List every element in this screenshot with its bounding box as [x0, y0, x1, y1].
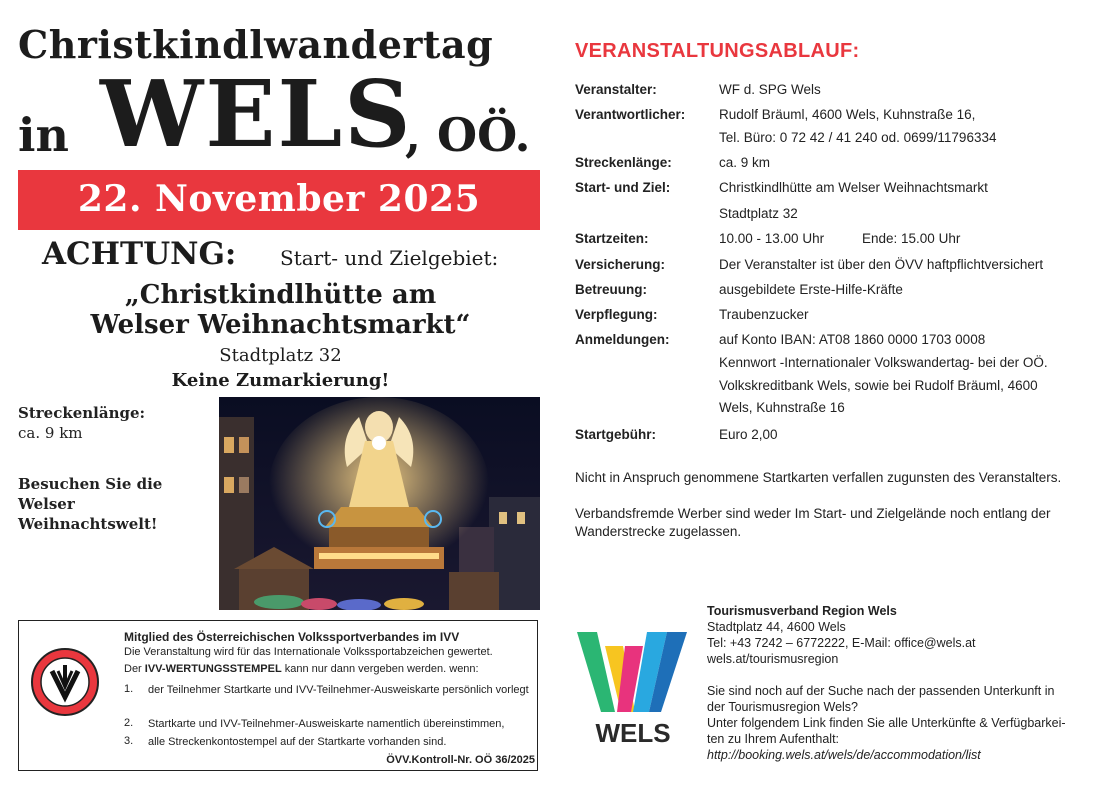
organizer-label: Veranstalter:	[575, 82, 657, 97]
ivv-item-number: 3.	[124, 735, 134, 747]
christmas-market-photo	[219, 397, 540, 610]
ivv-item-number: 2.	[124, 717, 134, 729]
ivv-control-number: ÖVV.Kontroll-Nr. OÖ 36/2025	[386, 754, 535, 766]
distance-label: Streckenlänge:	[18, 404, 146, 422]
catering-value: Traubenzucker	[719, 307, 809, 322]
ivv-logo-graphic	[30, 647, 100, 717]
insurance-value: Der Veranstalter ist über den ÖVV haftpflichtversichert	[719, 257, 1044, 272]
registration-bank: Volkskreditbank Wels, sowie bei Rudolf Bräuml, 4600	[719, 378, 1038, 393]
christmas-market-image	[219, 397, 540, 610]
registration-address: Wels, Kuhnstraße 16	[719, 400, 845, 415]
event-date: 22. November 2025	[77, 178, 481, 220]
start-finish-value: Christkindlhütte am Welser Weihnachtsmarkt	[719, 180, 988, 195]
start-times-value: 10.00 - 13.00 Uhr	[719, 231, 825, 246]
event-title: Christkindlwandertag	[18, 22, 494, 67]
wels-logo-graphic	[575, 628, 695, 748]
route-length-value: ca. 9 km	[719, 155, 771, 170]
ivv-title: Mitglied des Österreichischen Volkssportverbandes im IVV	[124, 630, 460, 644]
tourism-web-link[interactable]: wels.at/tourismusregion	[707, 652, 839, 666]
booking-link[interactable]: http://booking.wels.at/wels/de/accommodation/list	[707, 748, 981, 762]
achtung-subtitle: Start- und Zielgebiet:	[280, 246, 499, 270]
route-length-label: Streckenlänge:	[575, 155, 672, 170]
visit-invitation: Besuchen Sie die Welser Weihnachtswelt!	[18, 475, 163, 533]
accommodation-text-1: Sie sind noch auf der Suche nach der passenden Unterkunft in	[707, 684, 1055, 698]
care-label: Betreuung:	[575, 282, 647, 297]
distance-value: ca. 9 km	[18, 424, 83, 442]
start-place-line1: „Christkindlhütte am	[124, 280, 437, 310]
ivv-line2-bold: IVV-WERTUNGSSTEMPEL	[144, 663, 282, 675]
achtung-label: ACHTUNG:	[42, 236, 237, 272]
insurance-label: Versicherung:	[575, 257, 666, 272]
organizer-value: WF d. SPG Wels	[719, 82, 821, 97]
accommodation-text-3: Unter folgendem Link finden Sie alle Unterkünfte & Verfügbarkei-	[707, 716, 1066, 730]
start-finish-label: Start- und Ziel:	[575, 180, 671, 195]
ivv-text-line2	[124, 663, 479, 675]
registration-label: Anmeldungen:	[575, 332, 670, 347]
tourism-address: Stadtplatz 44, 4600 Wels	[707, 620, 846, 634]
accommodation-text-2: der Tourismusregion Wels?	[707, 700, 858, 714]
end-time-value: Ende: 15.00 Uhr	[862, 231, 961, 246]
ivv-text-line1: Die Veranstaltung wird für das Internationale Volkssportabzeichen gewertet.	[124, 646, 493, 658]
tourism-name: Tourismusverband Region Wels	[707, 604, 897, 618]
ivv-item-text: alle Streckenkontostempel auf der Startkarte vorhanden sind.	[148, 736, 447, 748]
title-in: in	[18, 108, 69, 162]
ivv-line2-post: kann nur dann vergeben werden. wenn:	[281, 663, 479, 675]
title-region: , OÖ.	[405, 108, 531, 162]
ivv-line2-pre: Der	[124, 663, 145, 675]
ivv-logo	[30, 647, 100, 717]
schedule-title: VERANSTALTUNGSABLAUF:	[575, 40, 860, 62]
tourism-contact: Tel: +43 7242 – 6772222, E-Mail: office@wels.at	[707, 636, 976, 650]
start-fee-label: Startgebühr:	[575, 427, 656, 442]
start-address: Stadtplatz 32	[219, 345, 342, 366]
registration-keyword: Kennwort -Internationaler Volkswandertag- bei der OÖ.	[719, 355, 1048, 370]
start-times-label: Startzeiten:	[575, 231, 649, 246]
care-value: ausgebildete Erste-Hilfe-Kräfte	[719, 282, 903, 297]
responsible-label: Verantwortlicher:	[575, 107, 686, 122]
wels-logo-text: WELS	[595, 718, 671, 748]
advertisers-note: Verbandsfremde Werber sind weder Im Start- und Zielgelände noch entlang der Wanderstrecke zugelassen.	[575, 506, 1051, 539]
responsible-value: Rudolf Bräuml, 4600 Wels, Kuhnstraße 16,	[719, 107, 976, 122]
marking-note: Keine Zumarkierung!	[171, 370, 390, 391]
catering-label: Verpflegung:	[575, 307, 658, 322]
ivv-item-text: der Teilnehmer Startkarte und IVV-Teilnehmer-Ausweiskarte persönlich vorlegt	[148, 684, 529, 696]
ivv-item-number: 1.	[124, 683, 134, 695]
unused-cards-note: Nicht in Anspruch genommene Startkarten verfallen zugunsten des Veranstalters.	[575, 470, 1062, 485]
registration-iban: auf Konto IBAN: AT08 1860 0000 1703 0008	[719, 332, 986, 347]
wels-tourism-logo	[575, 628, 695, 748]
start-fee-value: Euro 2,00	[719, 427, 778, 442]
start-finish-address: Stadtplatz 32	[719, 206, 798, 221]
ivv-item-text: Startkarte und IVV-Teilnehmer-Ausweiskarte namentlich übereinstimmen,	[148, 718, 505, 730]
start-place-line2: Welser Weihnachtsmarkt“	[90, 310, 471, 340]
city-title: WELS	[100, 60, 413, 168]
responsible-phone: Tel. Büro: 0 72 42 / 41 240 od. 0699/11796334	[719, 130, 997, 145]
accommodation-text-4: ten zu Ihrem Aufenthalt:	[707, 732, 840, 746]
